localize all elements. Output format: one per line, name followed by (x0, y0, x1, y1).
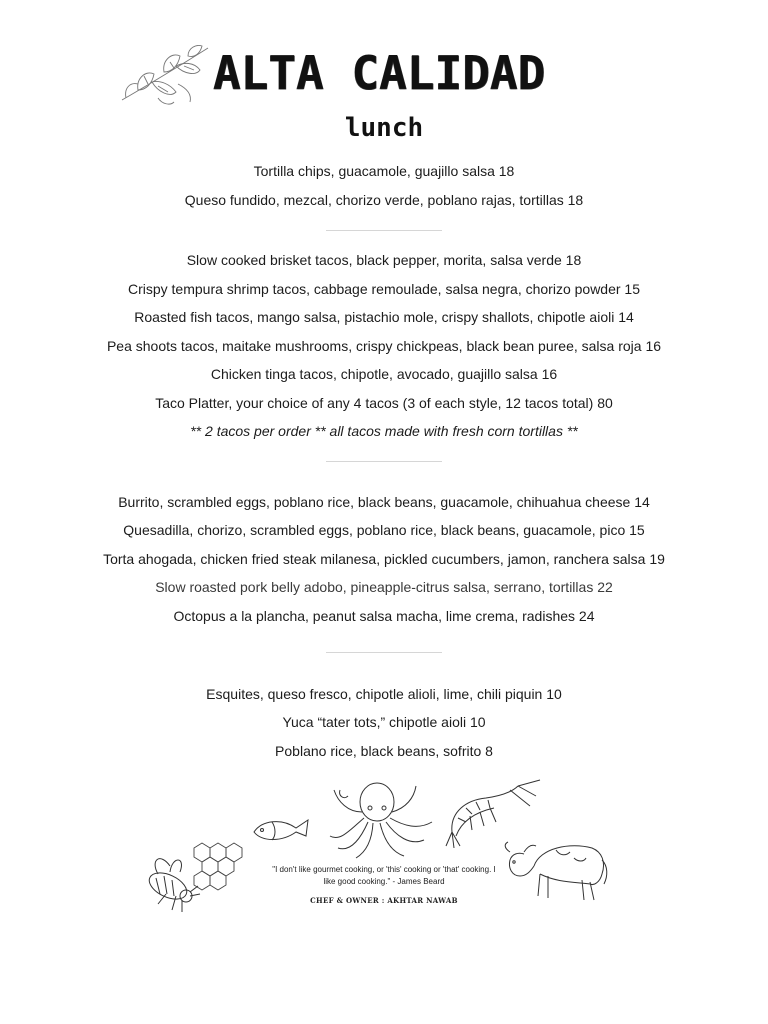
bull-icon (505, 842, 607, 900)
footer-quote: "I don't like gourmet cooking, or 'this' cooking or 'that' cooking. I like good cooking." - James Beard (272, 865, 496, 886)
menu-item: Taco Platter, your choice of any 4 tacos (3 of each style, 12 tacos total) 80 (155, 395, 613, 411)
menu-item: Chicken tinga tacos, chipotle, avocado, guajillo salsa 16 (210, 366, 558, 382)
menu-item: Poblano rice, black beans, sofrito 8 (275, 743, 493, 759)
menu-item: Yuca “tater tots,” chipotle aioli 10 (282, 714, 486, 730)
octopus-icon (330, 783, 432, 858)
menu-item: Tortilla chips, guacamole, guajillo salsa 18 (253, 163, 515, 179)
menu-item: Pea shoots tacos, maitake mushrooms, crispy chickpeas, black bean puree, salsa roja 16 (106, 338, 662, 354)
bee-icon (145, 859, 200, 912)
menu-item: Slow cooked brisket tacos, black pepper, morita, salsa verde 18 (186, 252, 582, 268)
fish-icon (254, 820, 308, 840)
menu-item: Queso fundido, mezcal, chorizo verde, poblano rajas, tortillas 18 (184, 192, 584, 208)
menu-item: Slow roasted pork belly adobo, pineapple-citrus salsa, serrano, tortillas 22 (155, 579, 613, 595)
chef-owner-credit: CHEF & OWNER : AKHTAR NAWAB (310, 896, 458, 905)
menu-item: Esquites, queso fresco, chipotle alioli, lime, chili piquin 10 (206, 686, 562, 702)
restaurant-title: ALTA CALIDAD (213, 46, 546, 100)
menu-subtitle: lunch (344, 113, 424, 143)
menu-item: Quesadilla, chorizo, scrambled eggs, poblano rice, black beans, guacamole, pico 15 (123, 522, 645, 538)
honeycomb-icon (194, 843, 242, 890)
menu-item: Roasted fish tacos, mango salsa, pistachio mole, crispy shallots, chipotle aioli 14 (134, 309, 634, 325)
taco-note: ** 2 tacos per order ** all tacos made with fresh corn tortillas ** (190, 423, 578, 439)
menu-item: Burrito, scrambled eggs, poblano rice, black beans, guacamole, chihuahua cheese 14 (118, 494, 650, 510)
shrimp-icon (446, 780, 540, 848)
menu-item: Octopus a la plancha, peanut salsa macha, lime crema, radishes 24 (173, 608, 595, 624)
menu-item: Crispy tempura shrimp tacos, cabbage remoulade, salsa negra, chorizo powder 15 (127, 281, 641, 297)
menu-item: Torta ahogada, chicken fried steak milanesa, pickled cucumbers, jamon, ranchera salsa 19 (103, 551, 665, 567)
